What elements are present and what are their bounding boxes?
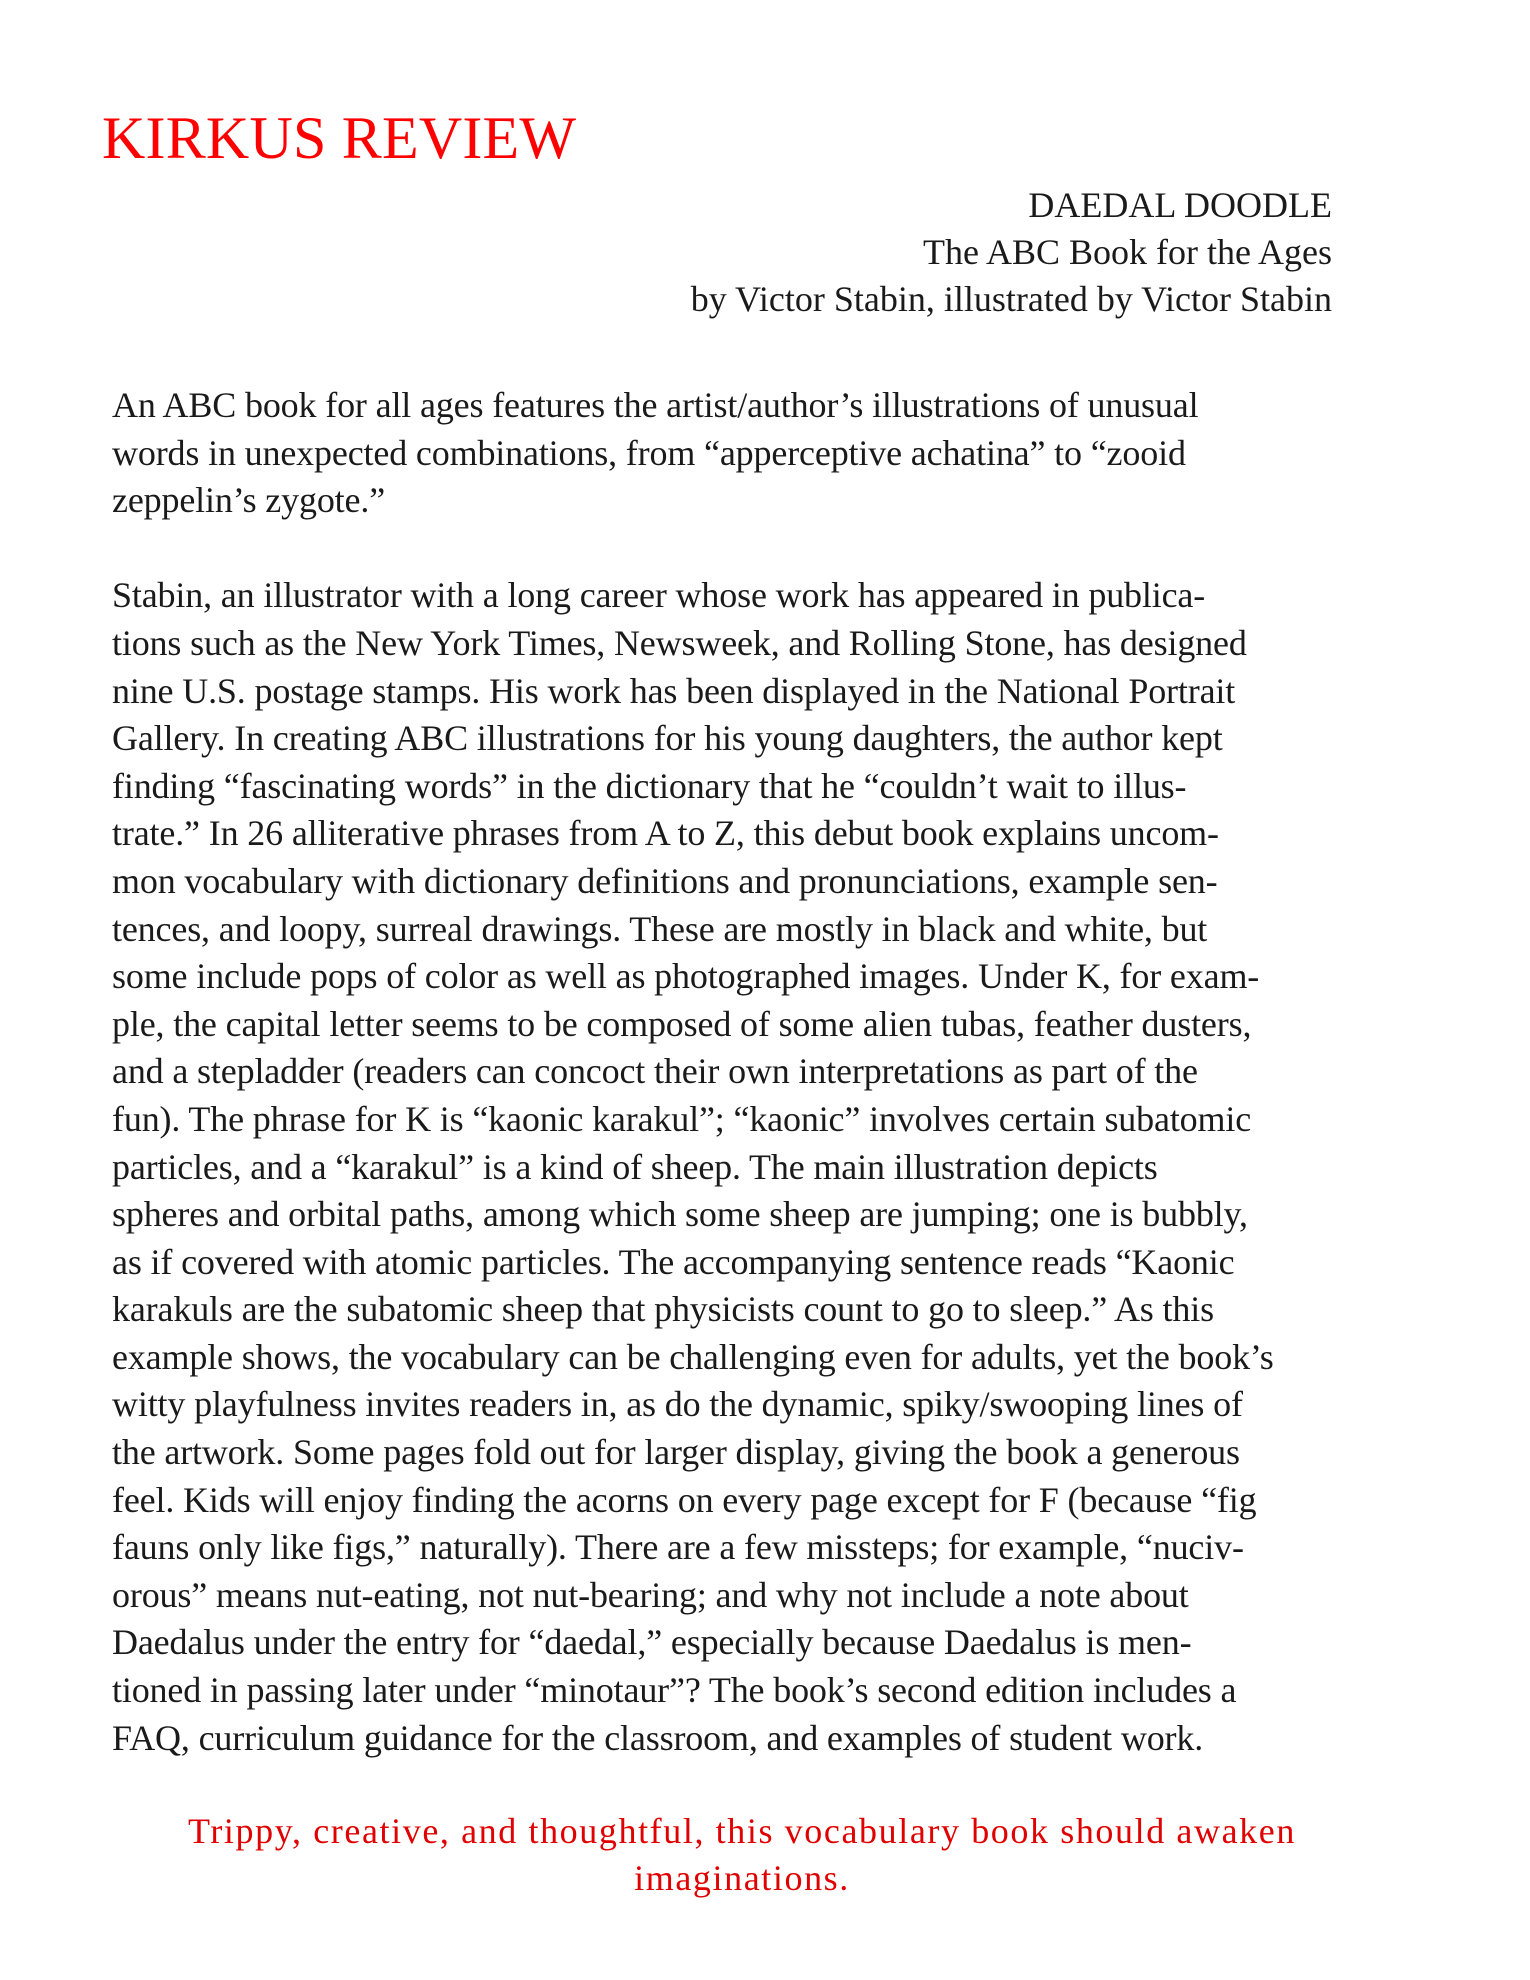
text-line: karakuls are the subatomic sheep that physicists count to go to sleep.” As this	[112, 1289, 1214, 1330]
text-line: example shows, the vocabulary can be challenging even for adults, yet the book’s	[112, 1336, 1274, 1377]
text-line: Gallery. In creating ABC illustrations for his young daughters, the author kept	[112, 718, 1223, 759]
text-line: FAQ, curriculum guidance for the classroom, and examples of student work.	[112, 1717, 1204, 1758]
text-line: feel. Kids will enjoy finding the acorns on every page except for F (because “fig	[112, 1479, 1257, 1520]
intro-paragraph	[112, 382, 1372, 525]
text-line: nine U.S. postage stamps. His work has been displayed in the National Portrait	[112, 670, 1236, 711]
text-line: and a stepladder (readers can concoct their own interpretations as part of the	[112, 1051, 1198, 1092]
review-heading: KIRKUS REVIEW	[102, 105, 577, 171]
text-line: as if covered with atomic particles. The accompanying sentence reads “Kaonic	[112, 1241, 1235, 1282]
text-line: spheres and orbital paths, among which some sheep are jumping; one is bubbly,	[112, 1194, 1248, 1235]
text-line: Stabin, an illustrator with a long career whose work has appeared in publica-	[112, 575, 1206, 616]
book-title: DAEDAL DOODLE	[1028, 185, 1332, 225]
text-line: tioned in passing later under “minotaur”? The book’s second edition includes a	[112, 1670, 1237, 1711]
review-verdict	[112, 1808, 1372, 1902]
review-body	[112, 382, 1372, 1762]
text-line: particles, and a “karakul” is a kind of sheep. The main illustration depicts	[112, 1146, 1158, 1187]
text-line: mon vocabulary with dictionary definitions and pronunciations, example sen-	[112, 860, 1218, 901]
book-byline: by Victor Stabin, illustrated by Victor Stabin	[690, 279, 1332, 319]
text-line: finding “fascinating words” in the dictionary that he “couldn’t wait to illus-	[112, 765, 1187, 806]
text-line: fun). The phrase for K is “kaonic karakul”; “kaonic” involves certain subatomic	[112, 1098, 1252, 1139]
text-line: witty playfulness invites readers in, as do the dynamic, spiky/swooping lines of	[112, 1384, 1243, 1425]
verdict-line: Trippy, creative, and thoughtful, this vocabulary book should awaken	[188, 1811, 1296, 1851]
text-line: tences, and loopy, surreal drawings. These are mostly in black and white, but	[112, 908, 1208, 949]
main-paragraph	[112, 572, 1372, 1762]
book-info	[691, 182, 1332, 323]
text-line: words in unexpected combinations, from “apperceptive achatina” to “zooid	[112, 432, 1186, 473]
verdict-line: imaginations.	[634, 1858, 850, 1898]
text-line: some include pops of color as well as photographed images. Under K, for exam-	[112, 956, 1260, 997]
text-line: Daedalus under the entry for “daedal,” especially because Daedalus is men-	[112, 1622, 1192, 1663]
text-line: fauns only like figs,” naturally). There are a few missteps; for example, “nuciv-	[112, 1527, 1244, 1568]
text-line: the artwork. Some pages fold out for larger display, giving the book a generous	[112, 1432, 1240, 1473]
paragraph-gap	[112, 525, 1372, 573]
text-line: ple, the capital letter seems to be composed of some alien tubas, feather dusters,	[112, 1003, 1252, 1044]
text-line: tions such as the New York Times, Newsweek, and Rolling Stone, has designed	[112, 622, 1247, 663]
book-subtitle: The ABC Book for the Ages	[923, 232, 1332, 272]
text-line: orous” means nut-eating, not nut-bearing; and why not include a note about	[112, 1574, 1189, 1615]
text-line: An ABC book for all ages features the artist/author’s illustrations of unusual	[112, 385, 1199, 425]
text-line: zeppelin’s zygote.”	[112, 480, 386, 521]
text-line: trate.” In 26 alliterative phrases from A to Z, this debut book explains uncom-	[112, 813, 1219, 854]
